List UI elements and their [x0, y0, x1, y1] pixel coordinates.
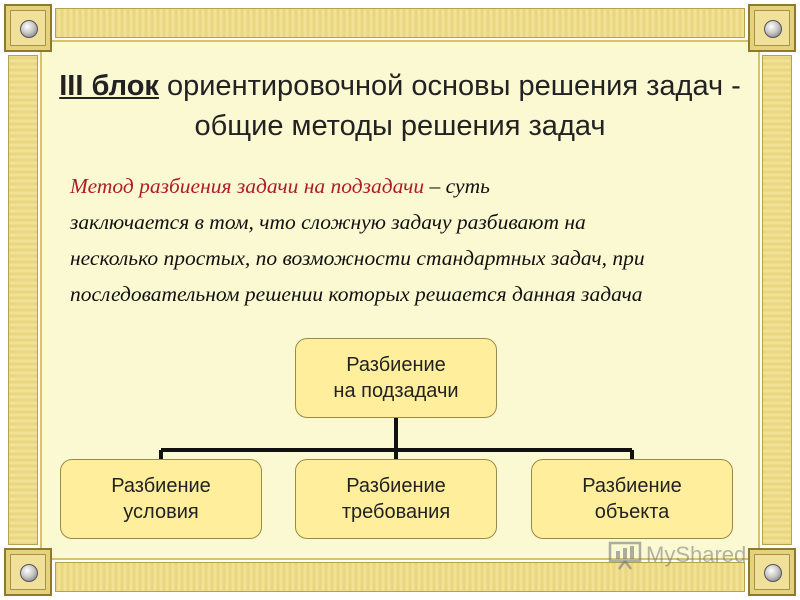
diagram-child-node-conditions: Разбиение условия	[60, 459, 262, 539]
description-line-1-text: суть	[445, 174, 490, 198]
title-line-1-text: ориентировочной основы решения задач -	[158, 70, 741, 102]
title-block-label: III блок	[59, 70, 159, 102]
diagram-child-node-object: Разбиение объекта	[531, 459, 733, 539]
watermark	[608, 540, 746, 570]
watermark-text: MyShared	[646, 542, 747, 567]
method-term: Метод разбиения задачи на подзадачи	[70, 174, 425, 198]
description-line-3: несколько простых, по возможности стандартных задач, при	[70, 246, 645, 270]
description-line-2: заключается в том, что сложную задачу разбивают на	[70, 210, 586, 234]
presentation-icon	[608, 540, 642, 570]
description-dash: –	[424, 174, 446, 198]
diagram-child-node-requirements: Разбиение требования	[295, 459, 497, 539]
diagram-root-node: Разбиение на подзадачи	[295, 338, 497, 418]
title-line-2: общие методы решения задач	[194, 110, 606, 142]
description-line-4: последовательном решении которых решается данная задача	[70, 282, 643, 306]
